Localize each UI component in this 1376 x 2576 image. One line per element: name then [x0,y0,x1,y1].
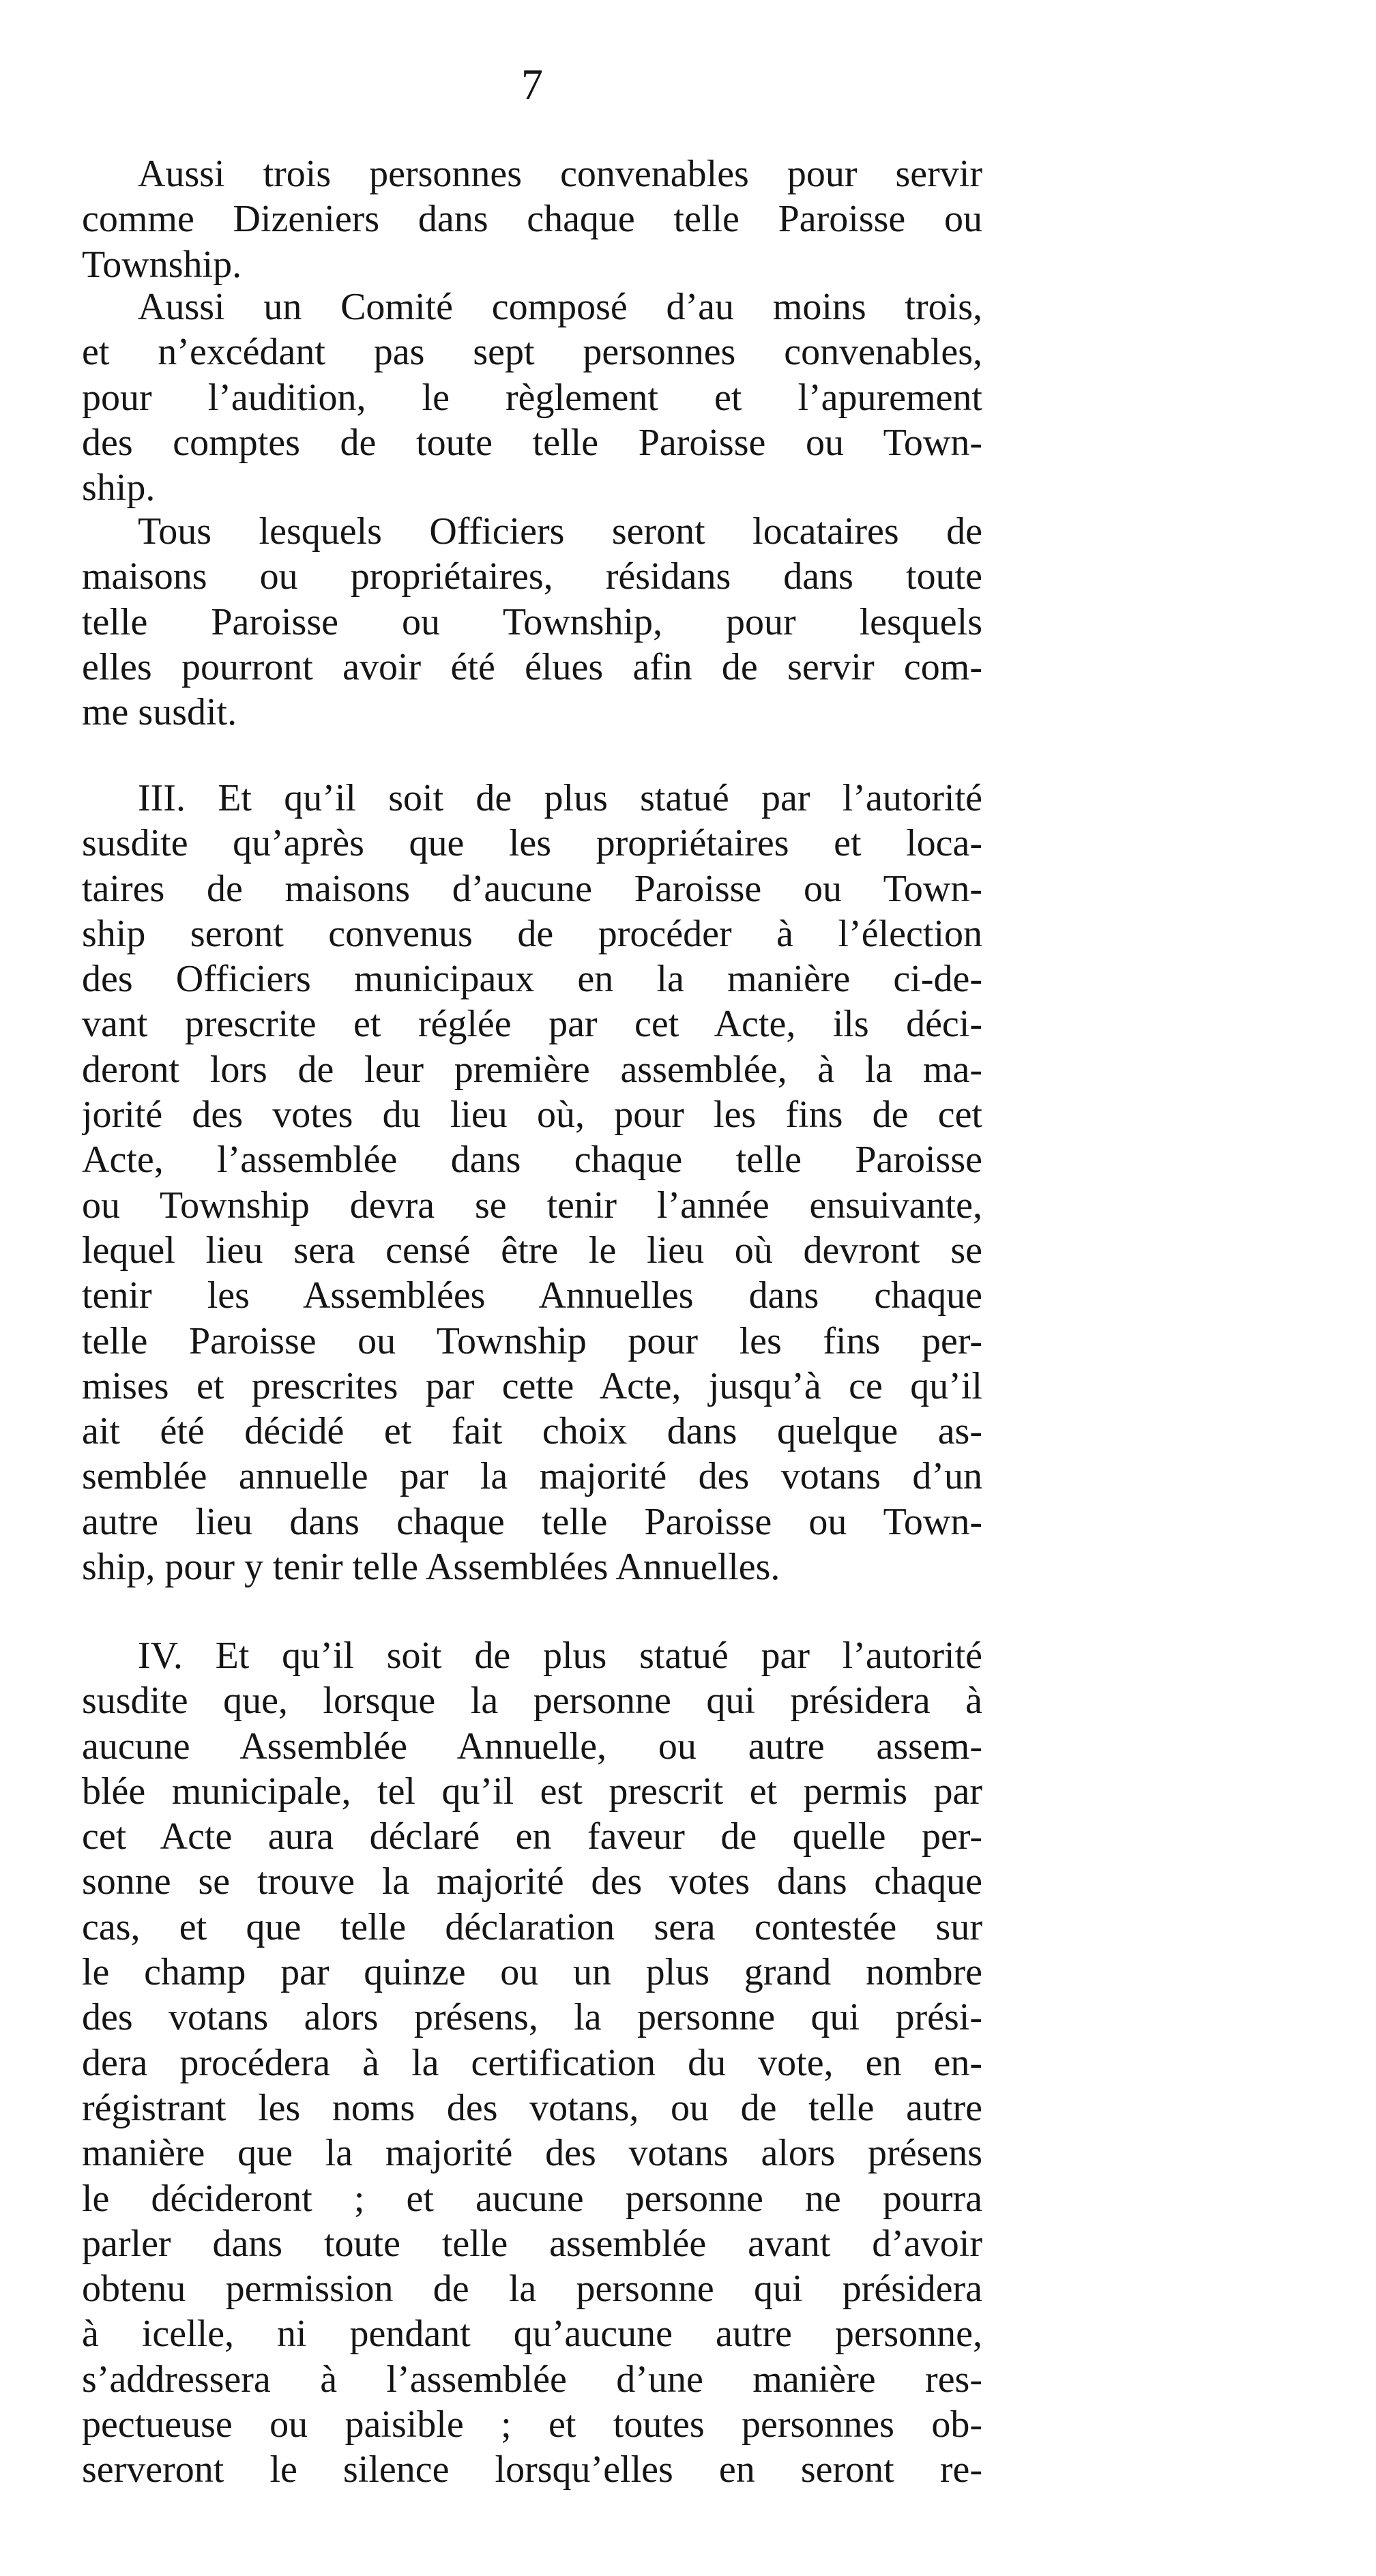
text-line: dera procédera à la certification du vote, en en- [82,2041,982,2084]
text-line: blée municipale, tel qu’il est prescrit et permis par [82,1770,982,1813]
text-line: IV. Et qu’il soit de plus statué par l’autorité [138,1635,982,1677]
text-line: susdite qu’après que les propriétaires et loca- [82,822,982,865]
text-line: pour l’audition, le règlement et l’apurement [82,376,982,419]
text-line: Aussi un Comité composé d’au moins trois, [138,286,982,328]
text-line: me susdit. [82,691,237,734]
text-line: des comptes de toute telle Paroisse ou Town- [82,421,982,464]
text-line: aucune Assemblée Annuelle, ou autre assem- [82,1725,982,1768]
text-line: Acte, l’assemblée dans chaque telle Paroisse [82,1139,982,1182]
text-line: lequel lieu sera censé être le lieu où devront se [82,1229,982,1272]
text-line: ship seront convenus de procéder à l’élection [82,912,982,955]
text-line: pectueuse ou paisible ; et toutes personnes ob- [82,2403,982,2446]
text-line: III. Et qu’il soit de plus statué par l’autorité [138,777,982,819]
text-line: des votans alors présens, la personne qui prési- [82,1996,982,2039]
text-line: maisons ou propriétaires, résidans dans toute [82,555,982,598]
text-line: le décideront ; et aucune personne ne pourra [82,2177,982,2220]
text-line: cet Acte aura déclaré en faveur de quelle per- [82,1815,982,1858]
page-number: 7 [521,60,543,108]
text-line: des Officiers municipaux en la manière ci-de- [82,958,982,1001]
text-line: taires de maisons d’aucune Paroisse ou Town- [82,867,982,910]
paragraph-dizeniers [82,151,982,287]
text-line: Aussi trois personnes convenables pour servir [138,153,982,195]
text-line: ait été décidé et fait choix dans quelque as- [82,1410,982,1453]
text-line: le champ par quinze ou un plus grand nombre [82,1951,982,1994]
text-line: Township. [82,243,242,286]
text-line: vant prescrite et réglée par cet Acte, ils déci- [82,1003,982,1046]
text-line: parler dans toute telle assemblée avant d’avoir [82,2222,982,2265]
paragraph-comite [82,284,982,510]
text-line: elles pourront avoir été élues afin de servir com- [82,645,982,688]
paragraph-officiers [82,509,982,735]
text-line: tenir les Assemblées Annuelles dans chaque [82,1274,982,1317]
text-line: et n’excédant pas sept personnes convenables, [82,331,982,374]
text-line: telle Paroisse ou Township, pour lesquels [82,600,982,643]
text-line: ship, pour y tenir telle Assemblées Annuelles. [82,1546,780,1589]
text-line: mises et prescrites par cette Acte, jusqu’à ce qu’il [82,1364,982,1407]
text-line: susdite que, lorsque la personne qui présidera à [82,1680,982,1723]
text-line: serveront le silence lorsqu’elles en seront re- [82,2448,982,2491]
text-line: sonne se trouve la majorité des votes dans chaque [82,1860,982,1903]
text-line: s’addressera à l’assemblée d’une manière res- [82,2358,982,2401]
section-iii [82,776,982,1590]
text-line: à icelle, ni pendant qu’aucune autre personne, [82,2313,982,2356]
text-line: manière que la majorité des votans alors présens [82,2132,982,2175]
text-line: ou Township devra se tenir l’année ensuivante, [82,1184,982,1227]
text-line: autre lieu dans chaque telle Paroisse ou Town- [82,1500,982,1543]
text-line: comme Dizeniers dans chaque telle Paroisse ou [82,198,982,241]
text-line: cas, et que telle déclaration sera contestée sur [82,1905,982,1948]
text-line: régistrant les noms des votans, ou de telle autre [82,2086,982,2129]
section-iv [82,1633,982,2493]
text-line: deront lors de leur première assemblée, à la ma- [82,1048,982,1091]
text-line: ship. [82,467,156,510]
text-line: semblée annuelle par la majorité des votans d’un [82,1455,982,1498]
text-line: obtenu permission de la personne qui présidera [82,2268,982,2311]
text-line: telle Paroisse ou Township pour les fins per- [82,1319,982,1362]
text-line: jorité des votes du lieu où, pour les fins de cet [82,1094,982,1137]
text-line: Tous lesquels Officiers seront locataires de [138,510,982,553]
